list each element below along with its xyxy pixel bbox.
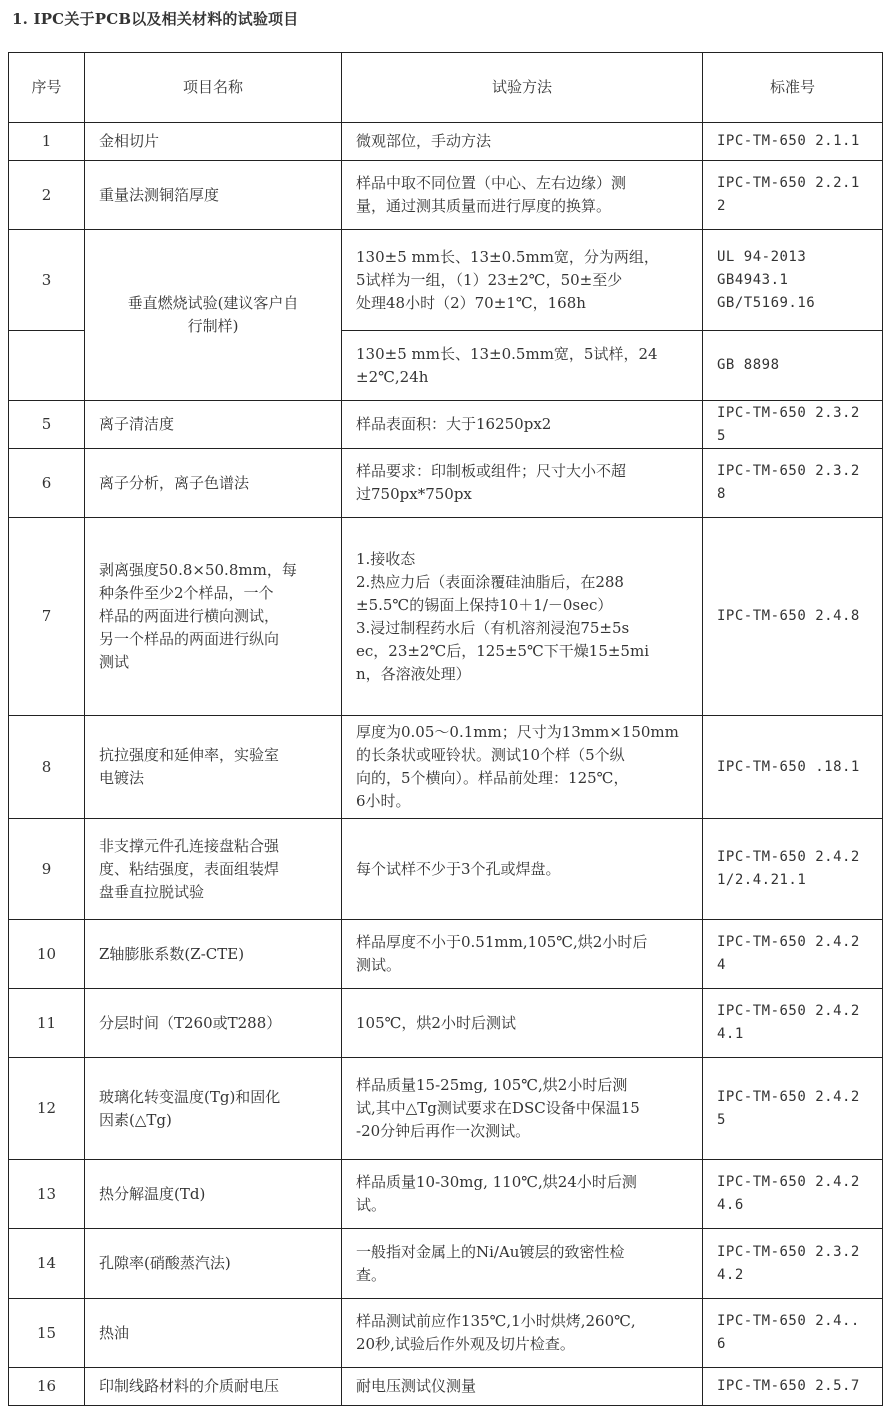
table-row xyxy=(9,1368,883,1406)
row-test-method: 一般指对金属上的Ni/Au镀层的致密性检 查。 xyxy=(342,1229,703,1299)
row-standard: IPC-TM-650 2.4.2 4.6 xyxy=(703,1160,883,1229)
table-row xyxy=(9,1160,883,1229)
row-serial: 10 xyxy=(9,920,85,989)
table-row xyxy=(9,123,883,161)
table-row xyxy=(9,1229,883,1299)
row-serial: 1 xyxy=(9,123,85,161)
table-row xyxy=(9,1058,883,1160)
row-standard: GB 8898 xyxy=(703,331,883,401)
table-row xyxy=(9,819,883,920)
row-test-method: 每个试样不少于3个孔或焊盘。 xyxy=(342,819,703,920)
row-standard: IPC-TM-650 2.5.7 xyxy=(703,1368,883,1406)
row-item-name: 垂直燃烧试验(建议客户自 行制样) xyxy=(85,230,342,401)
row-item-name: 重量法测铜箔厚度 xyxy=(85,161,342,230)
row-standard: IPC-TM-650 2.1.1 xyxy=(703,123,883,161)
row-serial: 2 xyxy=(9,161,85,230)
row-standard: IPC-TM-650 2.4.2 4 xyxy=(703,920,883,989)
row-item-name: 孔隙率(硝酸蒸汽法) xyxy=(85,1229,342,1299)
test-items-table xyxy=(8,52,883,1406)
row-item-name: 热分解温度(Td) xyxy=(85,1160,342,1229)
header-serial: 序号 xyxy=(9,53,85,123)
row-item-name: 金相切片 xyxy=(85,123,342,161)
row-item-name: 剥离强度50.8×50.8mm，每 种条件至少2个样品，一个 样品的两面进行横向测试， 另一个样品的两面进行纵向 测试 xyxy=(85,518,342,716)
row-serial: 12 xyxy=(9,1058,85,1160)
row-item-name: Z轴膨胀系数(Z-CTE) xyxy=(85,920,342,989)
row-serial: 5 xyxy=(9,401,85,449)
header-test-method: 试验方法 xyxy=(342,53,703,123)
row-item-name: 印制线路材料的介质耐电压 xyxy=(85,1368,342,1406)
row-serial xyxy=(9,331,85,401)
row-serial: 13 xyxy=(9,1160,85,1229)
row-test-method: 样品表面积：大于16250px2 xyxy=(342,401,703,449)
row-test-method: 微观部位，手动方法 xyxy=(342,123,703,161)
row-serial: 15 xyxy=(9,1299,85,1368)
row-item-name: 玻璃化转变温度(Tg)和固化 因素(△Tg) xyxy=(85,1058,342,1160)
row-standard: IPC-TM-650 .18.1 xyxy=(703,716,883,819)
row-serial: 14 xyxy=(9,1229,85,1299)
row-test-method: 样品质量15-25mg, 105℃,烘2小时后测 试,其中△Tg测试要求在DSC设备中保温15 -20分钟后再作一次测试。 xyxy=(342,1058,703,1160)
row-test-method: 样品质量10-30mg, 110℃,烘24小时后测 试。 xyxy=(342,1160,703,1229)
row-test-method: 样品厚度不小于0.51mm,105℃,烘2小时后 测试。 xyxy=(342,920,703,989)
row-test-method: 130±5 mm长、13±0.5mm宽，分为两组， 5试样为一组，（1）23±2℃，50±至少 处理48小时（2）70±1℃，168h xyxy=(342,230,703,331)
row-standard: IPC-TM-650 2.3.2 5 xyxy=(703,401,883,449)
row-standard: IPC-TM-650 2.3.2 4.2 xyxy=(703,1229,883,1299)
table-row xyxy=(9,518,883,716)
row-test-method: 105℃，烘2小时后测试 xyxy=(342,989,703,1058)
row-test-method: 130±5 mm长、13±0.5mm宽，5试样，24 ±2℃,24h xyxy=(342,331,703,401)
row-serial: 11 xyxy=(9,989,85,1058)
row-standard: IPC-TM-650 2.4.2 5 xyxy=(703,1058,883,1160)
table-row xyxy=(9,920,883,989)
row-serial: 16 xyxy=(9,1368,85,1406)
table-row xyxy=(9,716,883,819)
row-standard: UL 94-2013 GB4943.1 GB/T5169.16 xyxy=(703,230,883,331)
row-standard: IPC-TM-650 2.4.2 4.1 xyxy=(703,989,883,1058)
row-test-method: 厚度为0.05～0.1mm；尺寸为13mm×150mm 的长条状或哑铃状。测试10个样（5个纵 向的，5个横向）。样品前处理：125℃， 6小时。 xyxy=(342,716,703,819)
table-row xyxy=(9,449,883,518)
row-test-method: 样品要求：印制板或组件；尺寸大小不超 过750px*750px xyxy=(342,449,703,518)
row-test-method: 1.接收态 2.热应力后（表面涂覆硅油脂后，在288 ±5.5℃的锡面上保持10＋1/－0sec） 3.浸过制程药水后（有机溶剂浸泡75±5s ec，23±2℃后，125±5℃下干燥15±5mi n，各溶液处理） xyxy=(342,518,703,716)
row-standard: IPC-TM-650 2.4.. 6 xyxy=(703,1299,883,1368)
row-standard: IPC-TM-650 2.4.8 xyxy=(703,518,883,716)
row-item-name: 离子清洁度 xyxy=(85,401,342,449)
row-serial: 3 xyxy=(9,230,85,331)
table-row xyxy=(9,161,883,230)
row-standard: IPC-TM-650 2.2.1 2 xyxy=(703,161,883,230)
table-header-row xyxy=(9,53,883,123)
row-serial: 8 xyxy=(9,716,85,819)
row-test-method: 耐电压测试仪测量 xyxy=(342,1368,703,1406)
row-item-name: 热油 xyxy=(85,1299,342,1368)
section-heading: 1. IPC关于PCB以及相关材料的试验项目 xyxy=(12,10,299,28)
row-serial: 9 xyxy=(9,819,85,920)
row-test-method: 样品测试前应作135℃,1小时烘烤,260℃, 20秒,试验后作外观及切片检查。 xyxy=(342,1299,703,1368)
table-row xyxy=(9,230,883,331)
row-item-name: 分层时间（T260或T288） xyxy=(85,989,342,1058)
row-standard: IPC-TM-650 2.3.2 8 xyxy=(703,449,883,518)
row-item-name: 离子分析，离子色谱法 xyxy=(85,449,342,518)
table-row xyxy=(9,989,883,1058)
row-item-name: 抗拉强度和延伸率，实验室 电镀法 xyxy=(85,716,342,819)
header-standard: 标准号 xyxy=(703,53,883,123)
header-item-name: 项目名称 xyxy=(85,53,342,123)
row-standard: IPC-TM-650 2.4.2 1/2.4.21.1 xyxy=(703,819,883,920)
row-test-method: 样品中取不同位置（中心、左右边缘）测 量，通过测其质量而进行厚度的换算。 xyxy=(342,161,703,230)
row-serial: 7 xyxy=(9,518,85,716)
row-serial: 6 xyxy=(9,449,85,518)
row-item-name: 非支撑元件孔连接盘粘合强 度、粘结强度，表面组装焊 盘垂直拉脱试验 xyxy=(85,819,342,920)
table-row xyxy=(9,401,883,449)
table-row xyxy=(9,1299,883,1368)
